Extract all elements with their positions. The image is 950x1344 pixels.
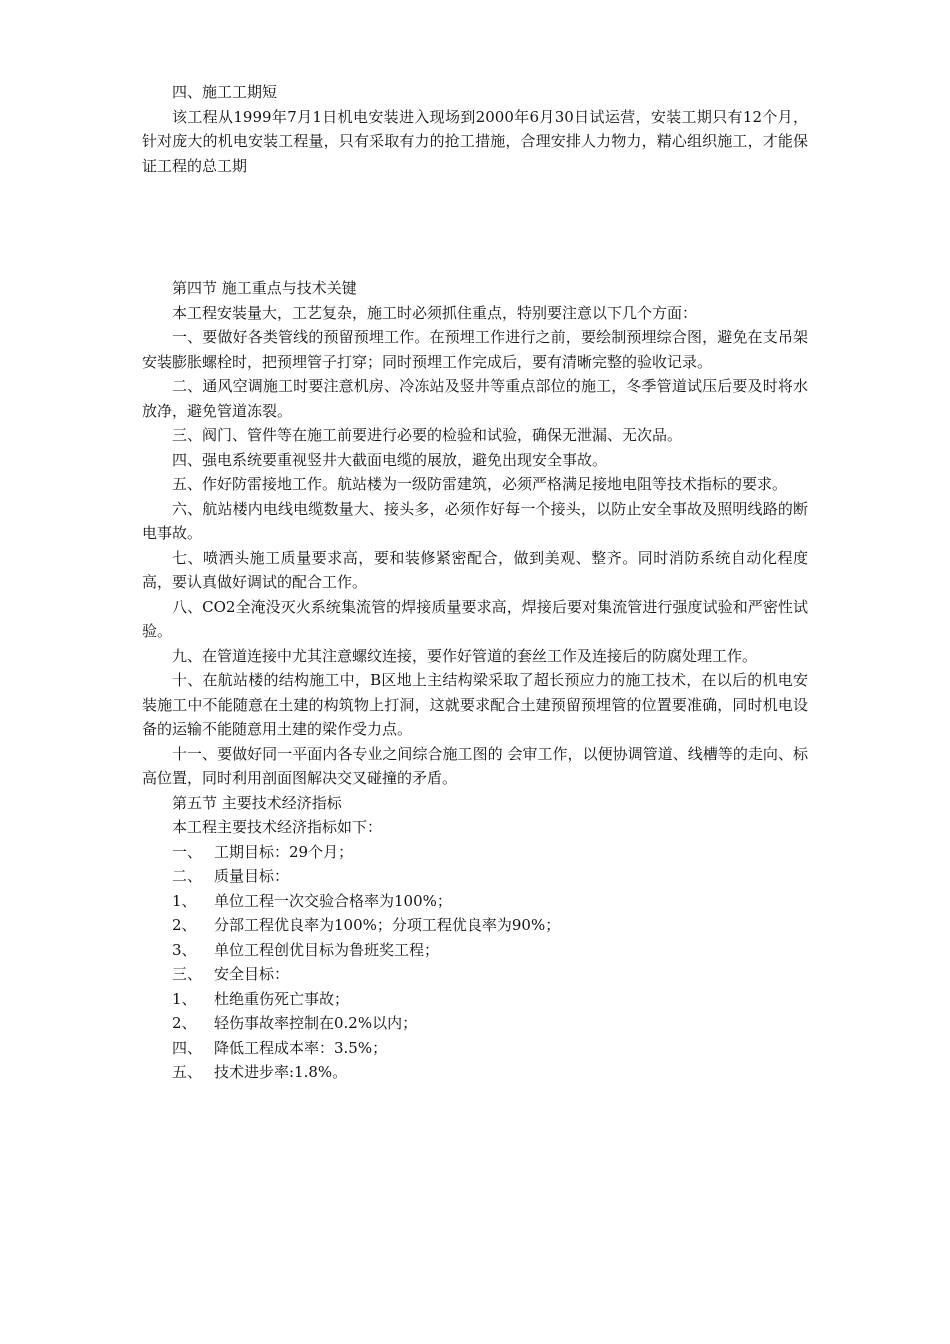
key-point-5: 五、作好防雷接地工作。航站楼为一级防雷建筑，必须严格满足接地电阻等技术指标的要求。 <box>172 475 788 493</box>
key-point-1: 一、要做好各类管线的预留预埋工作。在预埋工作进行之前，要绘制预埋综合图，避免在支吊架安装膨胀螺栓时，把预埋管子打穿；同时预埋工作完成后，要有清晰完整的验收记录。 <box>142 328 808 371</box>
indicator-item <box>142 864 808 889</box>
indicator-text: 单位工程创优目标为鲁班奖工程； <box>214 940 440 959</box>
indicator-number: 二、 <box>172 867 203 885</box>
indicator-item <box>142 1036 808 1061</box>
indicator-number: 一、 <box>172 842 203 861</box>
chapter-heading: 第四节 施工重点与技术关键 <box>172 279 357 297</box>
indicator-text: 降低工程成本率：3.5%； <box>214 1038 388 1057</box>
indicator-text: 工期目标：29个月； <box>214 842 354 861</box>
indicator-item <box>142 889 808 914</box>
indicator-text: 分部工程优良率为100%；分项工程优良率为90%； <box>214 916 561 934</box>
key-point-4: 四、强电系统要重视竖井大截面电缆的展放，避免出现安全事故。 <box>172 450 608 469</box>
spacer <box>142 178 808 276</box>
indicator-text: 质量目标： <box>214 867 290 885</box>
indicator-number: 三、 <box>172 965 203 983</box>
indicator-number: 2、 <box>172 1014 197 1032</box>
indicator-number: 五、 <box>172 1063 203 1081</box>
indicator-item <box>142 987 808 1012</box>
indicator-item <box>142 962 808 987</box>
key-point-9: 九、在管道连接中尤其注意螺纹连接，要作好管道的套丝工作及连接后的防腐处理工作。 <box>172 646 758 665</box>
key-point-8: 八、CO2全淹没灭火系统集流管的焊接质量要求高，焊接后要对集流管进行强度试验和严密性试验。 <box>142 597 808 640</box>
key-point-6: 六、航站楼内电线电缆数量大、接头多，必须作好每一个接头，以防止安全事故及照明线路的断电事故。 <box>142 499 808 542</box>
indicator-text: 单位工程一次交验合格率为100%； <box>214 891 452 910</box>
key-point-7: 七、喷洒头施工质量要求高，要和装修紧密配合，做到美观、整齐。同时消防系统自动化程度高，要认真做好调试的配合工作。 <box>142 548 808 591</box>
indicator-number: 3、 <box>172 940 197 959</box>
indicator-text: 安全目标： <box>214 965 290 983</box>
chapter-intro: 本工程主要技术经济指标如下： <box>172 818 383 836</box>
key-point-3: 三、阀门、管件等在施工前要进行必要的检验和试验，确保无泄漏、无次品。 <box>172 426 683 444</box>
indicator-item <box>142 840 808 865</box>
indicator-number: 2、 <box>172 916 197 934</box>
indicator-item <box>142 938 808 963</box>
indicator-number: 1、 <box>172 989 197 1008</box>
indicator-number: 四、 <box>172 1038 203 1057</box>
section-heading: 四、施工工期短 <box>172 83 278 101</box>
indicator-number: 1、 <box>172 891 197 910</box>
indicator-item <box>142 1060 808 1085</box>
indicator-text: 杜绝重伤死亡事故； <box>214 989 350 1008</box>
chapter-intro: 本工程安装量大，工艺复杂，施工时必须抓住重点，特别要注意以下几个方面： <box>172 303 698 322</box>
key-point-11: 十一、要做好同一平面内各专业之间综合施工图的 会审工作，以便协调管道、线槽等的走向、标高位置，同时利用剖面图解决交叉碰撞的矛盾。 <box>142 744 808 787</box>
indicator-item <box>142 1011 808 1036</box>
indicator-text: 轻伤事故率控制在0.2%以内； <box>214 1014 418 1032</box>
indicator-text: 技术进步率:1.8%。 <box>214 1063 348 1081</box>
chapter-heading: 第五节 主要技术经济指标 <box>172 793 342 812</box>
key-point-2: 二、通风空调施工时要注意机房、冷冻站及竖井等重点部位的施工，冬季管道试压后要及时将水放净，避免管道冻裂。 <box>142 377 808 420</box>
document-page <box>142 80 808 1085</box>
key-point-10: 十、在航站楼的结构施工中，B区地上主结构梁采取了超长预应力的施工技术，在以后的机电安装施工中不能随意在土建的构筑物上打洞，这就要求配合土建预留预埋管的位置要准确，同时机电设备的运输不能随意用土建的梁作受力点。 <box>142 671 808 738</box>
section-body: 该工程从1999年7月1日机电安装进入现场到2000年6月30日试运营，安装工期只有12个月，针对庞大的机电安装工程量，只有采取有力的抢工措施，合理安排人力物力，精心组织施工，才能保证工程的总工期 <box>142 107 808 175</box>
indicator-item <box>142 913 808 938</box>
